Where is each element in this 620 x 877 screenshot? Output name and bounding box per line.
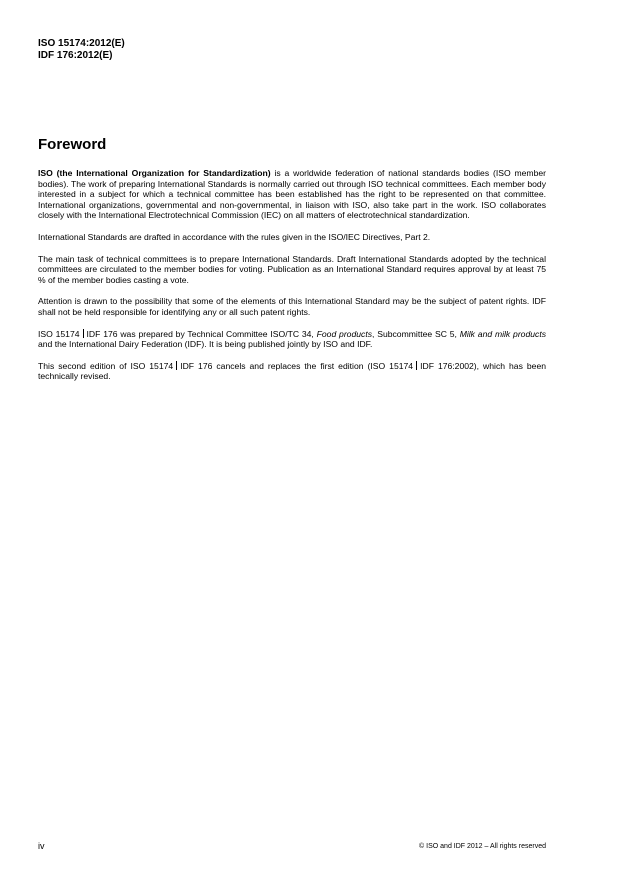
paragraph-iso-intro-text: is a worldwide federation of national standards bodies (ISO member bodies). The work of preparing International Standards is normally carried out through ISO technical committees. Each member body interested in a subject for which a technical committee has been established has the right to be represented on that committee. International organizations, governmental and non-governmental, in liaison with ISO, also take part in the work. ISO collaborates closely with the International Electrotechnical Commission (IEC) on all matters of electrotechnical standardization.: [38, 168, 546, 221]
paragraph-patent-rights: Attention is drawn to the possibility that some of the elements of this International Standard may be the subject of patent rights. IDF shall not be held responsible for identifying any or all such patent rights.: [38, 296, 546, 317]
paragraph-directives: International Standards are drafted in accordance with the rules given in the ISO/IEC Directives, Part 2.: [38, 231, 431, 242]
document-header: [38, 38, 125, 62]
separator-bar: [176, 361, 177, 370]
separator-bar: [83, 329, 84, 338]
page-title: Foreword: [38, 136, 107, 153]
paragraph-committees: The main task of technical committees is to prepare International Standards. Draft International Standards adopted by the technical committees are circulated to the member bodies for voting. Publication as an International Standard requires approval by at least 75 % of the member bodies casting a vote.: [38, 253, 546, 285]
food-products-italic: Food products: [316, 328, 373, 339]
prepared-text: IDF 176 was prepared by Technical Committee ISO/TC 34,: [86, 328, 317, 339]
published-jointly-text: and the International Dairy Federation (IDF). It is being published jointly by ISO and IDF.: [38, 339, 373, 350]
foreword-body: [38, 168, 546, 393]
paragraph-iso-intro: [38, 168, 546, 221]
paragraph-edition: [38, 361, 546, 382]
edition-text-a: This second edition of ISO 15174: [38, 360, 174, 371]
edition-text-c: IDF 176:2002), which has been technically revised.: [38, 360, 547, 382]
copyright-notice: © ISO and IDF 2012 – All rights reserved: [419, 843, 546, 850]
subcommittee-text: , Subcommittee SC 5,: [372, 328, 460, 339]
header-idf-number: IDF 176:2012(E): [38, 50, 113, 61]
separator-bar: [416, 361, 417, 370]
header-iso-number: ISO 15174:2012(E): [38, 38, 125, 49]
standard-ref-iso: ISO 15174: [38, 328, 80, 339]
paragraph-prepared-by: [38, 329, 546, 350]
page-number: iv: [38, 841, 45, 851]
milk-products-italic: Milk and milk products: [459, 328, 546, 339]
iso-bold-lead: ISO (the International Organization for Standardization): [38, 168, 271, 178]
edition-text-b: IDF 176 cancels and replaces the first edition (ISO 15174: [180, 360, 414, 371]
